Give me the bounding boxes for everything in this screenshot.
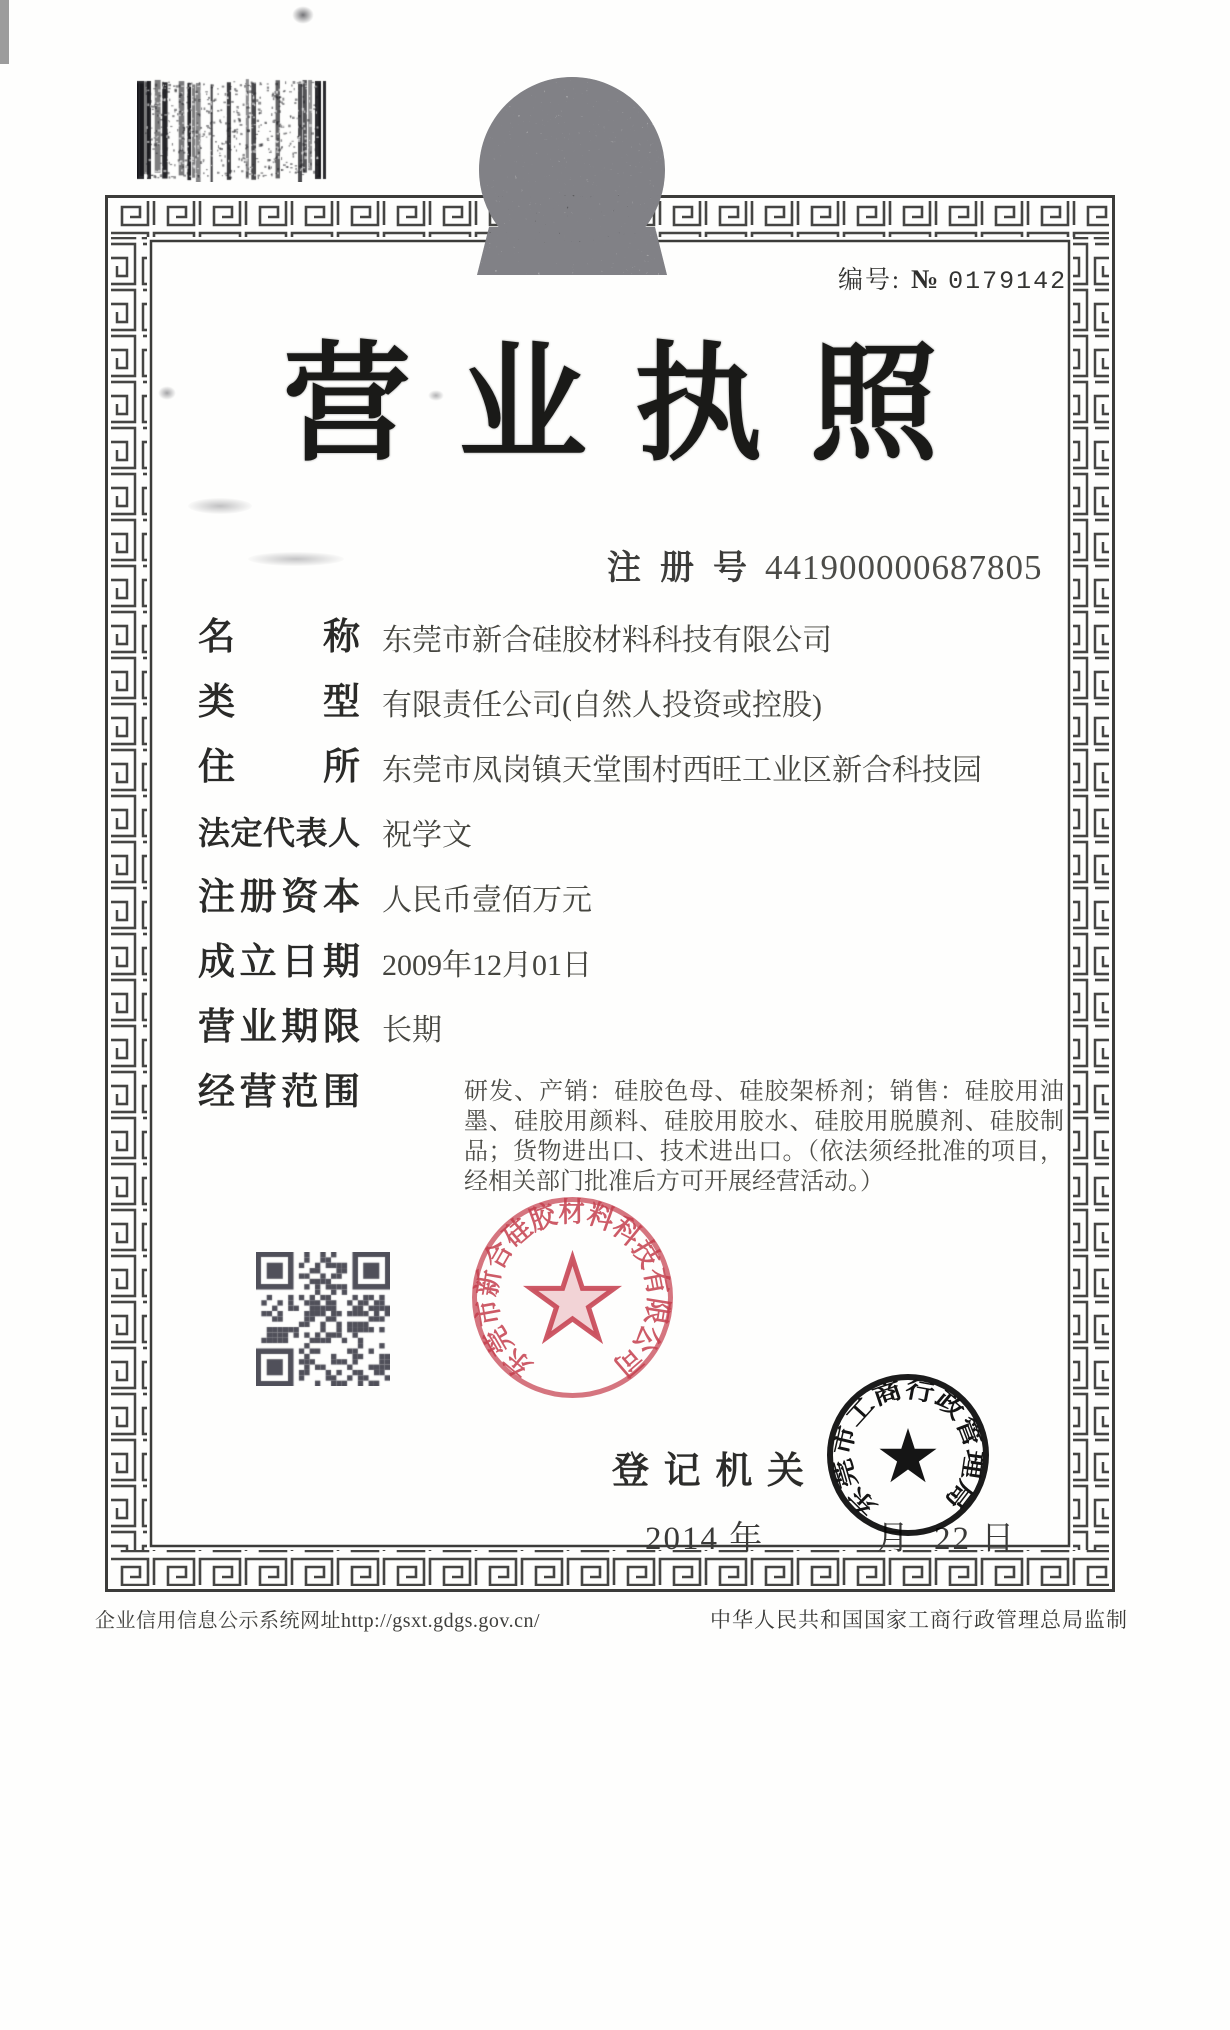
issue-date-month: 月 xyxy=(876,1521,911,1557)
license-fields xyxy=(198,616,1078,1197)
license-title: 营 业 执 照 xyxy=(283,333,938,476)
issue-date-year: 2014 年 xyxy=(645,1521,765,1557)
serial-label: 编号: xyxy=(838,267,901,294)
field-row-address xyxy=(198,746,1078,811)
field-value: 长期 xyxy=(382,1014,442,1047)
field-value: 人民币壹佰万元 xyxy=(382,884,592,917)
field-row-legal-representative xyxy=(198,811,1078,876)
field-label: 注 册 资 本 xyxy=(198,876,360,917)
field-value: 有限责任公司(自然人投资或控股) xyxy=(382,689,822,722)
serial-number: 0179142 xyxy=(948,267,1068,296)
qr-code-image xyxy=(256,1252,390,1386)
national-emblem-icon xyxy=(455,75,690,285)
scan-artifact xyxy=(292,6,314,24)
barcode-image xyxy=(137,77,327,182)
field-row-establishment-date xyxy=(198,941,1078,1006)
star-icon xyxy=(879,1428,936,1482)
footer-public-system-url: 企业信用信息公示系统网址http://gsxt.gdgs.gov.cn/ xyxy=(95,1610,541,1632)
numero-sign: № xyxy=(910,264,939,294)
field-value: 祝学文 xyxy=(382,819,472,852)
field-value: 东莞市凤岗镇天堂围村西旺工业区新合科技园 xyxy=(382,754,982,787)
field-row-business-term xyxy=(198,1006,1078,1071)
registration-number-label: 注 册 号 xyxy=(607,550,747,587)
field-label: 经 营 范 围 xyxy=(198,1071,360,1112)
field-row-registered-capital xyxy=(198,876,1078,941)
field-row-business-scope xyxy=(198,1071,1078,1197)
field-label: 类 型 xyxy=(198,681,360,722)
company-seal xyxy=(460,1185,685,1410)
field-value: 2009年12月01日 xyxy=(382,949,592,982)
issue-date-day: 22 日 xyxy=(934,1521,1017,1557)
field-row-name xyxy=(198,616,1078,681)
serial-number-line xyxy=(838,260,1067,296)
field-label: 法 定 代 表 人 xyxy=(198,815,360,851)
barcode xyxy=(137,77,327,182)
field-label: 名 称 xyxy=(198,616,360,657)
registration-number-value: 441900000687805 xyxy=(765,548,1043,587)
company-seal-text: 东莞市新合硅胶材料科技有限公司 xyxy=(470,1196,675,1384)
registrar-label: 登 记 机 关 xyxy=(612,1450,804,1491)
registrar-stamp xyxy=(823,1370,993,1540)
field-label: 营 业 期 限 xyxy=(198,1006,360,1047)
field-value: 研发、产销：硅胶色母、硅胶架桥剂；销售：硅胶用油墨、硅胶用颜料、硅胶用胶水、硅胶用脱膜剂、硅胶制品；货物进出口、技术进出口。（依法须经批准的项目，经相关部门批准后方可开展经营活动。） xyxy=(464,1079,1064,1195)
field-label: 住 所 xyxy=(198,746,360,787)
registrar-stamp-text: 东莞市工商行政管理局 xyxy=(828,1375,988,1521)
registration-number-line xyxy=(607,540,1043,589)
scan-artifact xyxy=(0,0,9,64)
field-label: 成 立 日 期 xyxy=(198,941,360,982)
field-row-type xyxy=(198,681,1078,746)
qr-code xyxy=(256,1252,390,1386)
footer-issuing-authority: 中华人民共和国国家工商行政管理总局监制 xyxy=(710,1608,1128,1632)
star-icon xyxy=(531,1258,615,1338)
field-value: 东莞市新合硅胶材料科技有限公司 xyxy=(382,624,832,657)
